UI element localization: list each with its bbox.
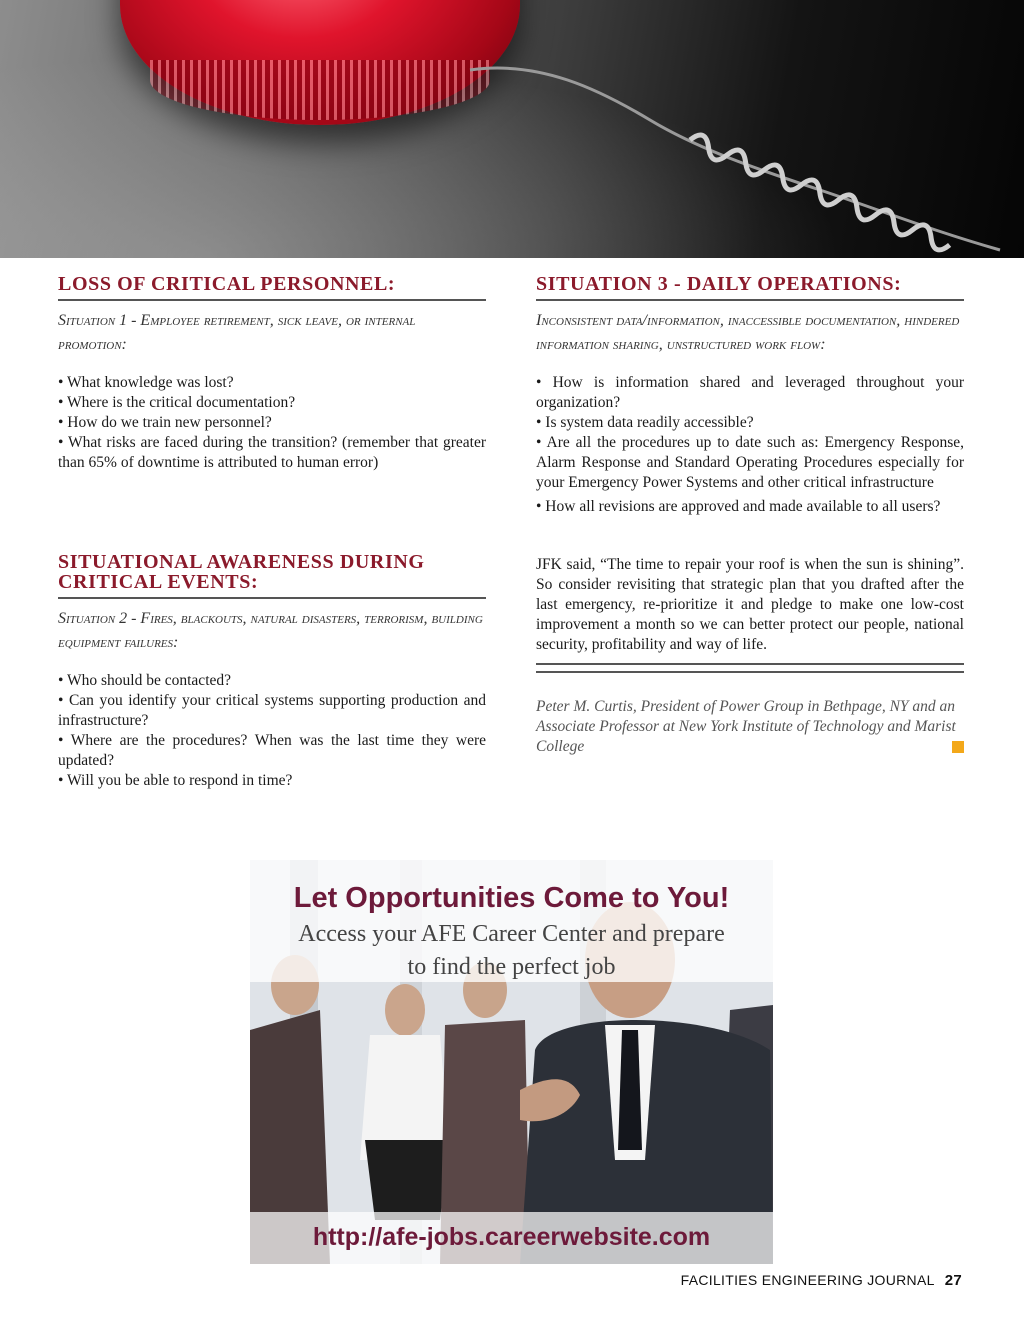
list-item: • What knowledge was lost?	[58, 374, 234, 391]
list-item: • Where is the critical documentation?	[58, 394, 296, 411]
section1-rule	[58, 299, 486, 301]
author-block	[536, 697, 964, 757]
career-center-ad[interactable]	[250, 860, 773, 1264]
section1-situation: Situation 1 - Employee retirement, sick leave, or internal promotion:	[58, 312, 416, 353]
closing-paragraph: JFK said, “The time to repair your roof is when the sun is shining”. So consider revisiting that strategic plan that you drafted after the last emergency, re-prioritize it and pledge to make one low-cost improvement a month so we can better protect our people, national security, profitability and way of life.	[536, 556, 964, 653]
hero-image	[0, 0, 1024, 258]
author-bio: Peter M. Curtis, President of Power Group in Bethpage, NY and an Associate Professor at New York Institute of Technology and Marist College	[536, 698, 956, 755]
list-item: • Where are the procedures? When was the last time they were updated?	[58, 732, 486, 769]
section2-heading-line2: CRITICAL EVENTS:	[58, 571, 259, 593]
section2-bullets	[58, 671, 486, 791]
list-item: • How do we train new personnel?	[58, 414, 272, 431]
coiled-cord	[0, 0, 1024, 258]
right-column	[536, 270, 964, 757]
end-of-article-square-icon	[952, 741, 964, 753]
list-item: • How all revisions are approved and made available to all users?	[536, 498, 941, 515]
list-item: • Who should be contacted?	[58, 672, 232, 689]
section1-bullets	[58, 373, 486, 473]
section3-heading: SITUATION 3 - DAILY OPERATIONS:	[536, 273, 902, 295]
section3-bullets	[536, 373, 964, 517]
left-column	[58, 270, 486, 791]
page-number: 27	[944, 1272, 962, 1289]
ad-subtitle-line1: Access your AFE Career Center and prepare	[298, 921, 725, 947]
ad-title: Let Opportunities Come to You!	[293, 882, 730, 914]
journal-name: FACILITIES ENGINEERING JOURNAL	[680, 1272, 935, 1288]
section2-heading	[58, 552, 486, 592]
double-rule	[536, 663, 964, 673]
section3-situation: Inconsistent data/information, inaccessible documentation, hindered information sharing, unstructured work flow:	[536, 312, 960, 353]
list-item: • Are all the procedures up to date such as: Emergency Response, Alarm Response and Standard Operating Procedures especially for your Emergency Power Systems and other critical infrastructure	[536, 434, 964, 491]
section3-rule	[536, 299, 964, 301]
page-footer	[681, 1272, 962, 1289]
ad-subtitle-line2: to find the perfect job	[407, 954, 616, 980]
list-item: • What risks are faced during the transition? (remember that greater than 65% of downtime is attributed to human error)	[58, 434, 486, 471]
section2-heading-line1: SITUATIONAL AWARENESS DURING	[58, 551, 425, 573]
list-item: • How is information shared and leveraged throughout your organization?	[536, 374, 964, 411]
section2-rule	[58, 597, 486, 599]
list-item: • Is system data readily accessible?	[536, 414, 754, 431]
list-item: • Can you identify your critical systems supporting production and infrastructure?	[58, 692, 486, 729]
ad-subtitle	[250, 918, 773, 984]
list-item: • Will you be able to respond in time?	[58, 772, 293, 789]
ad-url-link[interactable]: http://afe-jobs.careerwebsite.com	[312, 1223, 711, 1251]
section1-heading: LOSS OF CRITICAL PERSONNEL:	[58, 273, 396, 295]
section2-situation: Situation 2 - Fires, blackouts, natural disasters, terrorism, building equipment failures:	[58, 610, 483, 651]
